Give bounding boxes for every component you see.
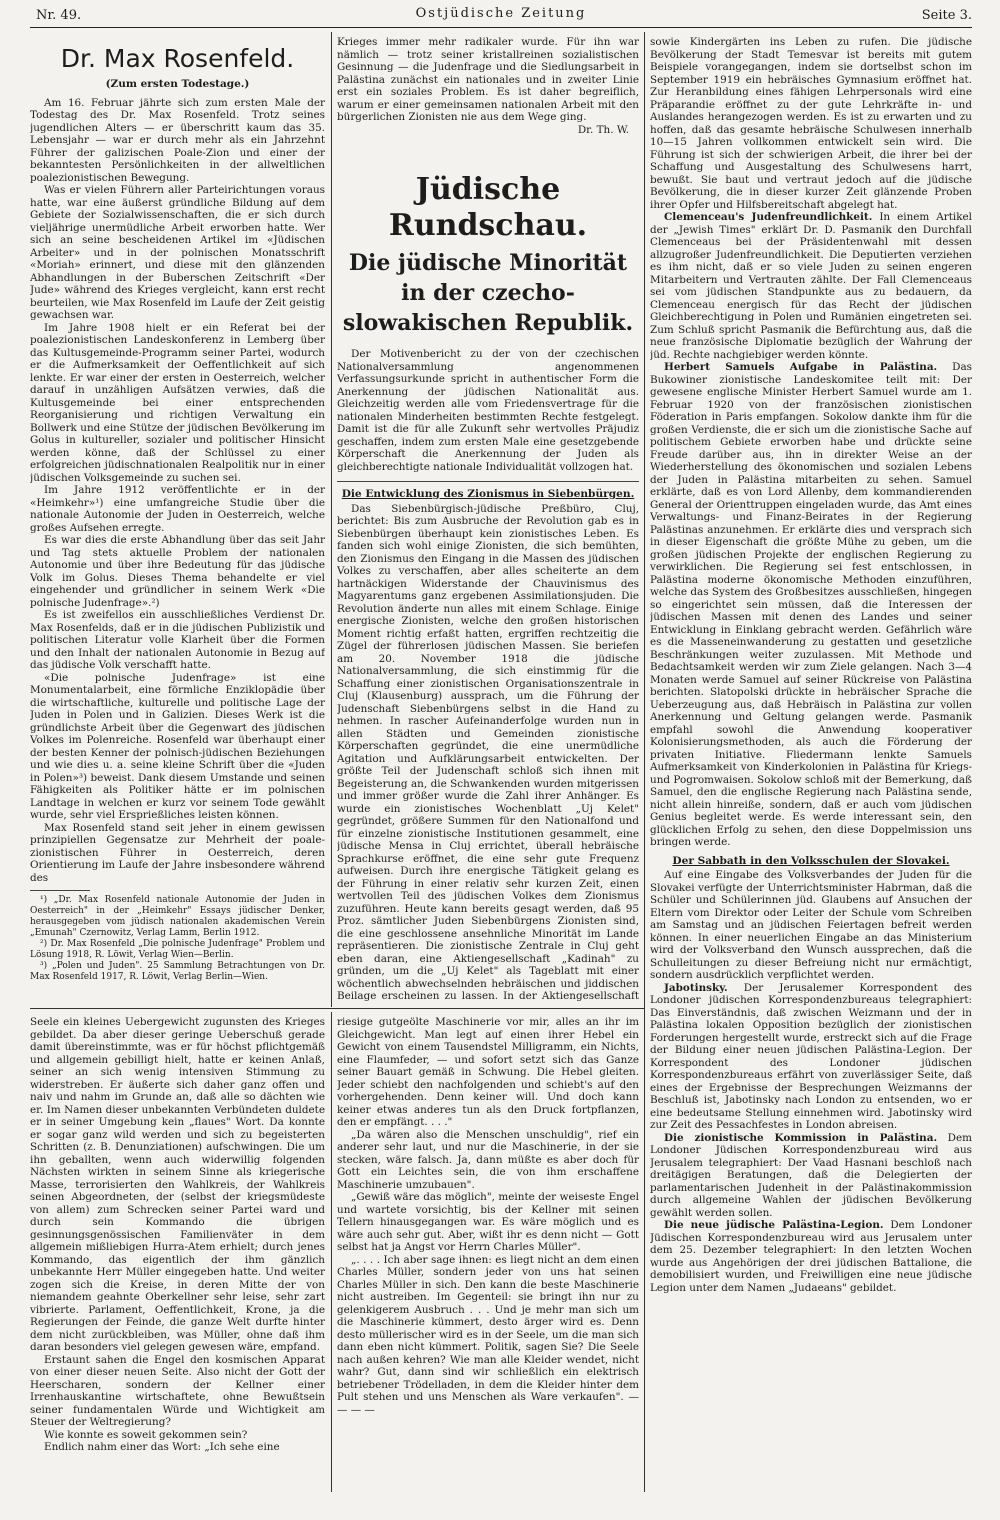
paragraph: riesige gutgeölte Maschinerie vor mir, alles an ihr im Gleichgewicht. Man legt auf einen ihrer Hebel ein Gewicht von einem Tausendstel Milligramm, ein Nichts, eine Flaumfeder, — und sofort setzt sich das Ganze seiner Bauart gemäß in Schwung. Die Hebel gleiten. Jeder schiebt den nachfolgenden und schiebt's auf den vorhergehenden. Denn keiner will. Und doch kann keiner etwas anderes tun als den Druck fortpflanzen, den er empfängt. . . ." [337,1016,639,1128]
footnote: ³) „Polen und Juden". 25 Sammlung Betrachtungen von Dr. Max Rosenfeld 1917, R. Löwit, Verlag Berlin—Wien. [30,961,325,982]
paragraph: Das Siebenbürgisch-jüdische Preßbüro, Cluj, berichtet: Bis zum Ausbruche der Revolution gab es in Siebenbürgen überhaupt kein zionistisches Leben. Es fanden sich wohl einige Zionisten, die sich bemühten, den Zionismus den Eingang in die Massen des jüdischen Volkes zu verschaffen, aber alles scheiterte an dem hartnäckigen Widerstande der Chauvinismus des Magyarentums ganz ergebenen Assimilationsjuden. Die Revolution änderte nun alles mit einem Schlage. Einige energische Zionisten, welche den großen historischen Moment richtig erfaßt hatten, ergriffen rechtzeitig die Zügel der führerlosen jüdischen Massen. Sie beriefen am 20. November 1918 die jüdische Nationalversammlung, die sich einstimmig für die Schaffung einer zionistischen Organisationszentrale in Cluj (Klausenburg) aussprach, um die Führung der Judenschaft Siebenbürgens selbst in die Hand zu nehmen. In rascher Aufeinanderfolge wurden nun in allen Städten und Gemeinden zionistische Körperschaften gegründet, die eine unermüdliche Agitation und Aufklärungsarbeit entwickelten. Der größte Teil der Judenschaft schloß sich ihnen mit Begeisterung an, die Schwankenden wurden mitgerissen und immer größer wurde die Zahl ihrer Anhänger. Es wurde ein zionistisches Wochenblatt „Uj Kelet" gegründet, größere Summen für den Nationalfond und für einzelne zionistische Institutionen gesammelt, eine jüdische Mensa in Cluj errichtet, überall hebräische Sprachkurse eröffnet, die eine sehr gute Frequenz aufweisen. Durch ihre energische Tätigkeit gelang es der Führung in einer relativ sehr kurzen Zeit, einen wertvollen Teil des jüdischen Volkes dem Zionismus zuzuführen. Heute kann bereits gesagt werden, daß 95 Proz. sämtlicher Juden Siebenbürgens Zionisten sind, die eine geschlossene ansehnliche Minorität im Lande repräsentieren. Die zionistische Zentrale in Cluj geht eben daran, eine Aktiengesellschaft „Kadinah" zu gründen, um die „Uj Kelet" als Tageblatt mit einer wöchentlich abwechselnden hebräischen und jiddischen Beilage erscheinen zu lassen. In der Aktiengesellschaft [337,502,639,1002]
header-rule [30,27,972,28]
paragraph: Endlich nahm einer das Wort: „Ich sehe eine [44,1441,280,1453]
column-two [337,36,639,1004]
article-rosenfeld [30,36,325,1004]
page-number: Seite 3. [921,8,972,23]
subheading: Clemenceau's Judenfreundlichkeit. [664,211,873,223]
footnote: ¹) „Dr. Max Rosenfeld nationale Autonomie der Juden in Oesterreich" in der „Heimkehr" Essays jüdischer Denker, herausgegeben vom jüdisch nationalen akademischen Verein „Emunah" Czernowitz, Verlag Lamm, Berlin 1912. [30,895,325,938]
headline: Die jüdische Minorität in der czecho-slowakischen Republik. [342,250,634,336]
article-title: Dr. Max Rosenfeld. [60,44,295,73]
subheading: Die Entwicklung des Zionismus in Siebenbürgen. [341,488,635,500]
feuilleton-left [30,1016,325,1492]
issue-number: Nr. 49. [36,8,82,23]
paragraph: „Da wären also die Menschen unschuldig", rief ein anderer sehr laut, und nur die Maschinerie, in der sie stecken, wäre falsch. Ja, dann müßte es aber doch für Gott ein Leichtes sein, die von ihm erschaffene Maschinerie umzubauen". [337,1128,639,1191]
article-subtitle: (Zum ersten Todestage.) [105,78,250,90]
paragraph: Der Jerusalemer Korrespondent des Londoner jüdischen Korrespondenzbureaus telegraphiert: Das Einverständnis, daß zwischen Weizmann und der in Palästina lokalen Opposition bezüglich der zionistischen Forderungen hergestellt wurde, erstreckt sich auf die Frage der Bildung einer neuen jüdischen Palästina-Legion. Der Korrespondent des Londoner jüdischen Korrespondenzbureaus erfährt von zuverlässiger Seite, daß eines der Ergebnisse der Besprechungen Weizmanns der Beschluß ist, Jabotinsky nach London zu entsenden, wo er eine bedeutsame Stellung einnehmen wird. Jabotinsky wird zur Zeit des Pessachfestes in London abreisen. [650,981,972,1131]
paragraph: Im Jahre 1908 hielt er ein Referat bei der poalezionistischen Landeskonferenz in Lemberg über das Kultusgemeinde-Programm seiner Partei, wodurch er die Aufmerksamkeit der Oeffentlichkeit auf sich lenkte. Er war einer der ersten in Oesterreich, welcher darauf in unzähligen Aufsätzen verwies, daß die Kultusgemeinde bei einer entsprechenden Reorganisierung und richtigen Verwaltung ein Bollwerk und eine Stütze der jüdischen Bevölkerung im Golus in kultureller, sozialer und politischer Hinsicht werden könne, daß der Schlüssel zu einer erfolgreichen jüdischnationalen Realpolitik nur in einer jüdischen Volksgemeinde zu suchen sei. [30,321,325,484]
paragraph: sowie Kindergärten ins Leben zu rufen. Die jüdische Bevölkerung der Stadt Temesvar ist bereits mit gutem Beispiele vorangegangen, indem sie dortselbst schon im September 1919 ein hebräisches Gymnasium eröffnet hat. Zur Heranbildung eines fähigen Lehrpersonals wird eine Präparandie eröffnet zu der gute Lehrkräfte in- und Auslandes herangezogen werden. Es ist zu erwarten und zu hoffen, daß das gesamte hebräische Schulwesen innerhalb 10—15 Jahren vollkommen entwickelt sein wird. Die Führung ist sich der schwierigen Arbeit, die ihrer bei der Schaffung und Ausgestaltung des Schulwesens harrt, bewußt. Sie baut und vertraut jedoch auf die jüdische Bevölkerung, die in dieser kurzer Zeit glänzende Proben ihrer Opfer und Hilfsbereitschaft abgelegt hat. [650,36,972,211]
paragraph: Das Bukowiner zionistische Landeskomitee teilt mit: Der gewesene englische Minister Herbert Samuel wurde am 1. Februar 1920 von der französischen zionistischen Föderation in Paris empfangen. Sokolow dankte ihm für die großen Verdienste, die er sich um die zionistische Sache auf politischem Gebiete erworben habe und drückte seine Freude darüber aus, ihn in direkter Weise an der Wiederherstellung des ökonomischen und sozialen Lebens der Juden in Palästina mitarbeiten zu sehen. Samuel erklärte, daß es von Lord Allenby, dem kommandierenden General der Orienttruppen eingeladen wurde, das Amt eines Verwaltungs- und Finanz-Beirates in der Regierung Palästinas anzunehmen. Er erklärte dies und versprach sich in dieser Eigenschaft die größte Mühe zu geben, um die großen jüdischen Projekte der englischen Regierung zu verwirklichen. Die Regierung sei fest entschlossen, in Palästina moderne ökonomische Methoden einzuführen, welche das System des Großbesitzes ausschließen, hingegen so eingerichtet sein müssen, daß die Interessen der jüdischen Massen mit denen des Landes und seiner Entwicklung in Einklang gebracht werden. Gefährlich wäre es die Masseneinwanderung zu gestatten und gesetzliche Beschränkungen weiter zuzulassen. Mit Methode und Bedachtsamkeit werden wir zum Ziele gelangen. Nach 3—4 Monaten werde Samuel auf seiner Rückreise von Palästina berichten. Slatopolski drückte in hebräischer Sprache die Ueberzeugung aus, daß Hebräisch in Palästina zur vollen Anerkennung und Geltung gelangen werde. Pasmanik empfahl sowohl die Anwendung kooperativer Kolonisierungsmethoden, als auch die Förderung der privaten Initiative. Fliedermann lenkte Samuels Aufmerksamkeit von Kinderkolonien in Palästina für Kriegs- und Pogromwaisen. Sokolow schloß mit der Bemerkung, daß Samuel, den die englische Regierung nach Palästina sende, nicht allein hinreiße, sondern, daß er auch vom jüdischen Genius begleitet werde. Es werde interessant sein, den glücklichen Erfolg zu sehen, den diese Doppelmission uns bringen werde. [650,361,972,848]
footnotes [30,895,325,983]
footnote: ²) Dr. Max Rosenfeld „Die polnische Judenfrage" Problem und Lösung 1918, R. Löwit, Verlag Wien—Berlin. [30,939,325,960]
section-rule [337,481,639,482]
paragraph: Der Motivenbericht zu der von der czechischen Nationalversammlung angenommenen Verfassungsurkunde spricht in authentischer Form die Anerkennung der jüdischen Nationalität aus. Gleichzeitig werden alle vom Friedensvertrage für die nationalen Minderheiten bestimmten Rechte festgelegt. Damit ist die für alle Zukunft sehr wertvolles Präjudiz geschaffen, indem zum ersten Male eine gesetzgebende Körperschaft die Anerkennung der Juden als gleichberechtigte nationale Individualität vollzogen hat. [337,348,639,473]
subheading: Der Sabbath in den Volksschulen der Slovakei. [672,854,950,867]
paragraph: „. . . . Ich aber sage ihnen: es liegt nicht an dem einen Charles Müller, sondern jeder von uns hat seinen Charles Müller in sich. Den kann die beste Maschinerie nicht austreiben. Im Gegenteil: sie bringt ihn nur zu gelenkigerem Ausbruch . . . Und je mehr man sich um die Maschinerie kümmert, desto ärger wird es. Denn desto müllerischer wird es in der Seele, um die man sich dann eben nicht kümmert. Politik, sagen Sie? Die Seele nach außen kehren? Wie man alle Kleider wendet, nicht wahr? Gut, dann sind wir schließlich ein elektrisch betriebener Trödelladen, in dem die Kleider hinter dem Pult stehen und uns Menschen als Ware verkaufen". — — — — [337,1253,639,1416]
column-rule [331,1012,332,1492]
paragraph: Krieges immer mehr radikaler wurde. Für ihn war nämlich — trotz seiner kristallreinen sozialistischen Gesinnung — die Judenfrage und die Siedlungsarbeit in Palästina zunächst ein nationales und in zweiter Linie erst ein soziales Problem. Es ist daher begreiflich, warum er einer gemeinsamen nationalen Arbeit mit den bürgerlichen Zionisten nie aus dem Wege ging. [337,36,639,123]
paper-name: Ostjüdische Zeitung [415,6,587,21]
author-signature: Dr. Th. W. [577,123,629,136]
paragraph: Am 16. Februar jährte sich zum ersten Male der Todestag des Dr. Max Rosenfeld. Trotz seines jugendlichen Alters — er überschritt kaum das 35. Lebensjahr — war er durch mehr als ein Jahrzehnt Führer der galizischen Poale-Zion und einer der bekanntesten Persönlichkeiten in der allweltlichen poalezionistischen Bewegung. [30,96,325,184]
column-three [650,36,972,1492]
paragraph: Dem Londoner Jüdischen Korrespondenzbureau wird aus Jerusalem unter dem 25. Dezember telegraphiert: In den letzten Wochen wurde aus Angehörigen der drei jüdischen Battalione, die demobilisiert wurden, und Freiwilligen eine neue jüdische Legion unter dem Namen „Judaeans" gebildet. [650,1219,972,1294]
paragraph: Was er vielen Führern aller Parteirichtungen voraus hatte, war eine äußerst gründliche Bildung auf dem Gebiete der Sozialwissenschaften, die er sich durch vieljährige unermüdliche Arbeit erworben hatte. Wer sich an seine bescheidenen Artikel im «Jüdischen Arbeiter» und in der polnischen Monatsschrift «Moriah» erinnert, und diese mit den glänzenden Abhandlungen in der Buberschen Zeitschrift «Der Jude» während des Krieges vergleicht, kann erst recht beurteilen, wie Max Rosenfeld im Laufe der Zeit geistig gewachsen war. [30,184,325,321]
paragraph: „Gewiß wäre das möglich", meinte der weiseste Engel und wartete vorsichtig, bis der Kellner mit seinen Tellern hinausgegangen war. Es wäre möglich und es wäre auch sehr gut. Aber, wißt ihr es denn nicht — Gott selbst hat ja Angst vor Herrn Charles Müller". [337,1191,639,1253]
section-title: Jüdische Rundschau. [388,172,588,243]
subheading: Die neue jüdische Palästina-Legion. [664,1219,884,1231]
paragraph: «Die polnische Judenfrage» ist eine Monumentalarbeit, eine förmliche Enziklopädie über die wirtschaftliche, kulturelle und politische Lage der Juden in Polen und in Galizien. Dieses Werk ist die gründlichste Arbeit über die Gegenwart des jüdischen Volkes im Polenreiche. Rosenfeld war überhaupt einer der besten Kenner der polnisch-jüdischen Beziehungen und wie dies u. a. seine kleine Schrift über die «Juden in Polen»³) beweist. Dank diesem Umstande und seinen Fähigkeiten als Politiker hätte er im polnischen Landtage in welchen er kurz vor seinem Tode gewählt wurde, sehr viel Ersprießliches leisten können. [30,671,325,821]
footnote-rule [30,890,90,891]
subheading: Herbert Samuels Aufgabe in Palästina. [664,361,938,373]
paragraph: Auf eine Eingabe des Volksverbandes der Juden für die Slovakei verfügte der Unterrichtsminister Habrman, daß die Schüler und Schülerinnen jüd. Glaubens auf Ansuchen der Eltern vom Direktor oder Leiter der Schule vom Schreiben am Samstag und an jüdischen Feiertagen befreit werden können. In einer neuerlichen Eingabe an das Ministerium wird der Volksverband den Wunsch aussprechen, daß die Schulleitungen zu dieser Befreiung nicht nur ermächtigt, sondern ausdrücklich verpflichtet werden. [650,869,972,981]
paragraph: Wie konnte es soweit gekommen sein? [44,1428,248,1441]
paragraph: Es war dies die erste Abhandlung über das seit Jahr und Tag stets aktuelle Problem der nationalen Autonomie und über ihre Bedeutung für das jüdische Volk im Golus. Dieses Thema behandelte er viel eingehender und gründlicher in seinem Werk «Die polnische Judenfrage».²) [30,534,325,609]
paragraph: Im Jahre 1912 veröffentlichte er in der «Heimkehr»¹) eine umfangreiche Studie über die nationale Autonomie der Juden in Oesterreich, welche großes Aufsehen erregte. [30,484,325,534]
paragraph: Dem Londoner Jüdischen Korrespondenzbureau wird aus Jerusalem telegraphiert: Der Vaad Hasnani beschloß nach dreitägigen Beratungen, daß die Delegierten der parlamentarischen Judenheit in der Palästinakommission durch allgemeine Wahlen der jüdischen Bevölkerung gewählt werden sollen. [650,1131,972,1219]
paragraph: Seele ein kleines Uebergewicht zugunsten des Krieges gebildet. Da aber dieser geringe Ueberschuß gerade damit übereinstimmte, was er für höchst pflichtgemäß und allgemein gebilligt hielt, hatte er keinen Anlaß, seiner an sich wenig intensiven Stimmung zu widerstreben. Er äußerte sich daher ganz offen und naiv und nahm im Grunde an, daß alle so dächten wie er. Im Namen dieser unbekannten Verbündeten duldete er in seiner Umgebung kein „flaues" Wort. Da konnte er sogar ganz wild werden und sich zu begeisterten Schritten (z. B. Denunziationen) aufschwingen. Die um ihn geballten, wenn auch widerwillig folgenden Nächsten wirkten in seinem Sinne als kriegerische Masse, terrorisierten den Wahlkreis, der Wahlkreis seinen Abgeordneten, der (selbst der kriegsmüdeste von allem) zum Schrecken seiner Partei ward und durch sein Kommando die übrigen gesinnungsgenössischen Familienväter in dem allgemein mißliebigen Hurra-Atem erhielt; durch jenes Kommando, das eigentlich der ihm gänzlich unbekannte Herr Müller eingegeben hatte. Und weiter zogen sich die Kreise, in deren Mitte der von niemandem geahnte Oberkellner sehr leise, sehr zart vibrierte. Parlament, Oeffentlichkeit, Krone, ja die Regierungen der Feinde, die ganze Welt durfte hinter dem nicht zurückbleiben, was Müller, ohne daß ihm daran besonders viel gelegen gewesen wäre, empfand. [30,1016,325,1353]
page-header [30,4,972,26]
paragraph: Max Rosenfeld stand seit jeher in einem gewissen prinzipiellen Gegensatze zur Mehrheit der poale-zionistischen Führer in Oesterreich, deren Orientierung im Laufe der Jahre insbesondere während des [30,821,325,884]
subheading: Die zionistische Kommission in Palästina. [664,1131,938,1144]
column-rule [331,32,332,1007]
paragraph: Erstaunt sahen die Engel den kosmischen Apparat von einer dieser neuen Seite. Also nicht der Gott der Heerscharen, sondern der Kellner einer Irrenhauskantine wirtschaftete, ohne Bewußtsein seiner fundamentalen Würde und Wichtigkeit am Steuer der Weltregierung? [30,1353,325,1428]
feuilleton-rule [30,1008,644,1009]
subheading: Jabotinsky. [664,981,728,994]
column-rule [644,32,645,1492]
feuilleton-right [337,1016,639,1492]
paragraph: Es ist zweifellos ein ausschließliches Verdienst Dr. Max Rosenfelds, daß er in die jüdischen Publizistik und politischen Literatur volle Klarheit über die Formen und den Inhalt der nationalen Autonomie in Bezug auf das jüdische Volk verschafft hatte. [30,609,325,671]
paragraph: In einem Artikel der „Jewish Times" erklärt Dr. D. Pasmanik den Durchfall Clemenceaus bei der Präsidentenwahl mit dessen allzugroßer Judenfreundlichkeit. Die Deputierten verziehen es ihm nicht, daß er so viele Juden zu seinen engeren Mitarbeitern und Vertrauten zählte. Der Fall Clemenceaus sei vom jüdischen Standpunkte aus zu bedauern, da Clemenceau energisch für das Recht der jüdischen Gleichberechtigung in Polen und Rumänien eingetreten sei. Zum Schluß spricht Pasmanik die Befürchtung aus, daß die neue französische Diplomatie bezüglich der Wahrung der jüd. Rechte nachgiebiger werden könnte. [650,211,972,361]
